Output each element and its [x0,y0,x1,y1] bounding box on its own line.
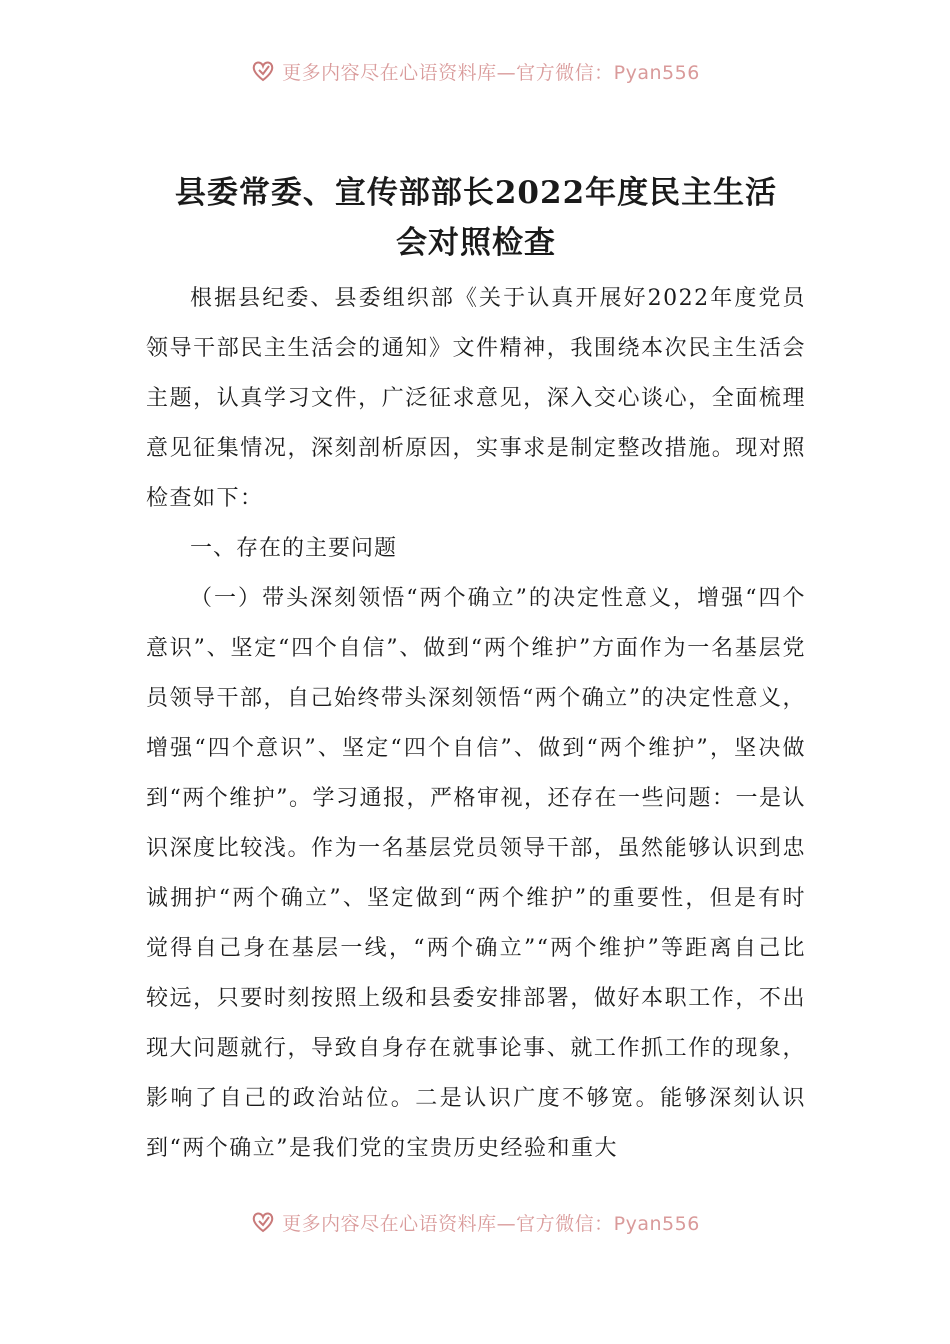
title-line-1: 县委常委、宣传部部长2022年度民主生活 [174,175,778,211]
section-heading-1: 一、存在的主要问题 [190,536,398,561]
footer-watermark [0,1208,950,1236]
document-title [146,168,806,268]
intro-paragraph: 根据县纪委、县委组织部《关于认真开展好2022年度党员领导干部民主生活会的通知》文件精神，我围绕本次民主生活会主题，认真学习文件，广泛征求意见，深入交心谈心，全面梳理意见征集情况，深刻剖析原因，实事求是制定整改措施。现对照检查如下： [146,286,806,511]
title-line-2: 会对照检查 [396,225,556,261]
document-body [146,168,806,1174]
section-1-1-paragraph: （一）带头深刻领悟“两个确立”的决定性意义，增强“四个意识”、坚定“四个自信”、做到“两个维护”方面作为一名基层党员领导干部，自己始终带头深刻领悟“两个确立”的决定性意义，增强“四个意识”、坚定“四个自信”、做到“两个维护”，坚决做到“两个维护”。学习通报，严格审视，还存在一些问题：一是认识深度比较浅。作为一名基层党员领导干部，虽然能够认识到忠诚拥护“两个确立”、坚定做到“两个维护”的重要性，但是有时觉得自己身在基层一线，“两个确立”“两个维护”等距离自己比较远，只要时刻按照上级和县委安排部署，做好本职工作，不出现大问题就行，导致自身存在就事论事、就工作抓工作的现象，影响了自己的政治站位。二是认识广度不够宽。能够深刻认识到“两个确立”是我们党的宝贵历史经验和重大 [146,586,806,1161]
heart-logo-icon [250,1210,276,1234]
header-watermark [0,57,950,85]
watermark-text: 更多内容尽在心语资料库—官方微信：Pyan556 [282,1212,700,1235]
heart-logo-icon [250,59,276,83]
watermark-text: 更多内容尽在心语资料库—官方微信：Pyan556 [282,61,700,84]
